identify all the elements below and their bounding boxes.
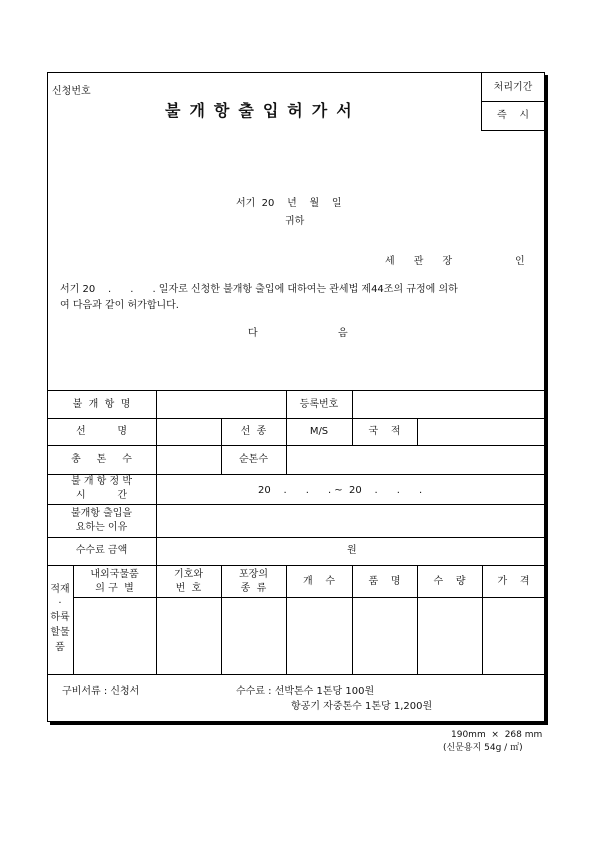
cargo-header-count: 개 수 bbox=[302, 576, 336, 587]
cargo-header-mark-line2: 번 호 bbox=[175, 583, 202, 594]
entry-reason-label-line2: 요하는 이유 bbox=[75, 522, 128, 533]
cargo-header-packing-line1: 포장의 bbox=[239, 569, 268, 580]
table-col bbox=[417, 418, 418, 445]
permit-paragraph-line1: 서기 20 . . . 일자로 신청한 불개항 출입에 대하여는 관세법 제44조의 규정에 의하 bbox=[60, 284, 458, 295]
processing-period-value: 즉 시 bbox=[496, 110, 530, 121]
process-box-divider bbox=[481, 101, 545, 102]
anchorage-period-label-line2: 시 간 bbox=[75, 490, 128, 501]
recipient: 귀하 bbox=[285, 216, 305, 227]
table-line bbox=[73, 597, 545, 598]
table-line bbox=[47, 565, 545, 566]
cargo-header-quantity: 수 량 bbox=[433, 576, 466, 587]
ship-type-label: 선 종 bbox=[240, 426, 267, 437]
fee-amount-label: 수수료 금액 bbox=[75, 545, 128, 556]
cargo-header-type-line1: 내외국물품 bbox=[90, 569, 139, 580]
table-line bbox=[47, 537, 545, 538]
process-box-bottom bbox=[481, 130, 545, 131]
page-title: 불개항출입허가서 bbox=[165, 101, 361, 120]
paper-spec: (신문용지 54g / ㎡) bbox=[443, 743, 523, 753]
net-tonnage-label: 순톤수 bbox=[239, 454, 268, 465]
registration-number-label: 등록번호 bbox=[299, 399, 339, 410]
fee-rule-line2: 항공기 자중톤수 1톤당 1,200원 bbox=[291, 701, 433, 712]
cargo-side-label-5: 품 bbox=[55, 642, 65, 653]
cargo-header-type-line2: 의 구 별 bbox=[95, 583, 134, 594]
cargo-side-label-1: 적재 bbox=[50, 584, 70, 595]
gross-tonnage-label: 총 톤 수 bbox=[71, 454, 132, 465]
table-col bbox=[156, 390, 157, 565]
table-col bbox=[73, 565, 74, 674]
cargo-side-label-3: 하륙 bbox=[50, 612, 70, 623]
port-name-label: 불 개 항 명 bbox=[72, 399, 131, 410]
cargo-header-price: 가 격 bbox=[497, 576, 530, 587]
ship-name-label: 선 명 bbox=[75, 426, 128, 437]
table-col bbox=[156, 565, 157, 674]
cargo-side-label-4: 할물 bbox=[50, 627, 70, 638]
table-col bbox=[221, 565, 222, 674]
anchorage-period-label-line1: 불 개 항 정 박 bbox=[70, 476, 132, 487]
paper-size: 190mm × 268 mm bbox=[451, 730, 543, 740]
frame-shadow-bottom bbox=[50, 722, 548, 725]
cargo-header-item: 품 명 bbox=[368, 576, 401, 587]
table-line bbox=[47, 418, 545, 419]
seal-mark: 인 bbox=[515, 256, 525, 267]
entry-reason-label-line1: 불개항 출입을 bbox=[70, 508, 133, 519]
table-line bbox=[47, 390, 545, 391]
issue-date: 서기 20 년 월 일 bbox=[236, 198, 342, 209]
anchorage-period-value: 20 . . . ~ 20 . . . bbox=[258, 485, 423, 496]
won-unit: 원 bbox=[347, 545, 357, 556]
processing-period-label: 처리기간 bbox=[493, 82, 533, 93]
table-col bbox=[352, 390, 353, 418]
application-number-label: 신청번호 bbox=[52, 86, 91, 97]
table-line bbox=[47, 474, 545, 475]
issuer: 세 관 장 bbox=[385, 256, 453, 267]
ms-value: M/S bbox=[309, 426, 329, 437]
form-frame bbox=[47, 72, 545, 722]
cargo-side-label-2: · bbox=[58, 598, 62, 609]
table-line bbox=[47, 445, 545, 446]
heading-eum: 음 bbox=[338, 328, 348, 339]
table-line bbox=[47, 504, 545, 505]
cargo-header-packing-line2: 종 류 bbox=[240, 583, 267, 594]
fee-rule-line1: 수수료 : 선박톤수 1톤당 100원 bbox=[236, 686, 375, 697]
table-line bbox=[47, 674, 545, 675]
permit-paragraph-line2: 여 다음과 같이 허가합니다. bbox=[60, 300, 179, 311]
frame-shadow-right bbox=[545, 75, 548, 725]
required-documents: 구비서류 : 신청서 bbox=[62, 686, 140, 697]
cargo-header-mark-line1: 기호와 bbox=[174, 569, 203, 580]
heading-da: 다 bbox=[248, 328, 258, 339]
nationality-label: 국 적 bbox=[368, 426, 401, 437]
